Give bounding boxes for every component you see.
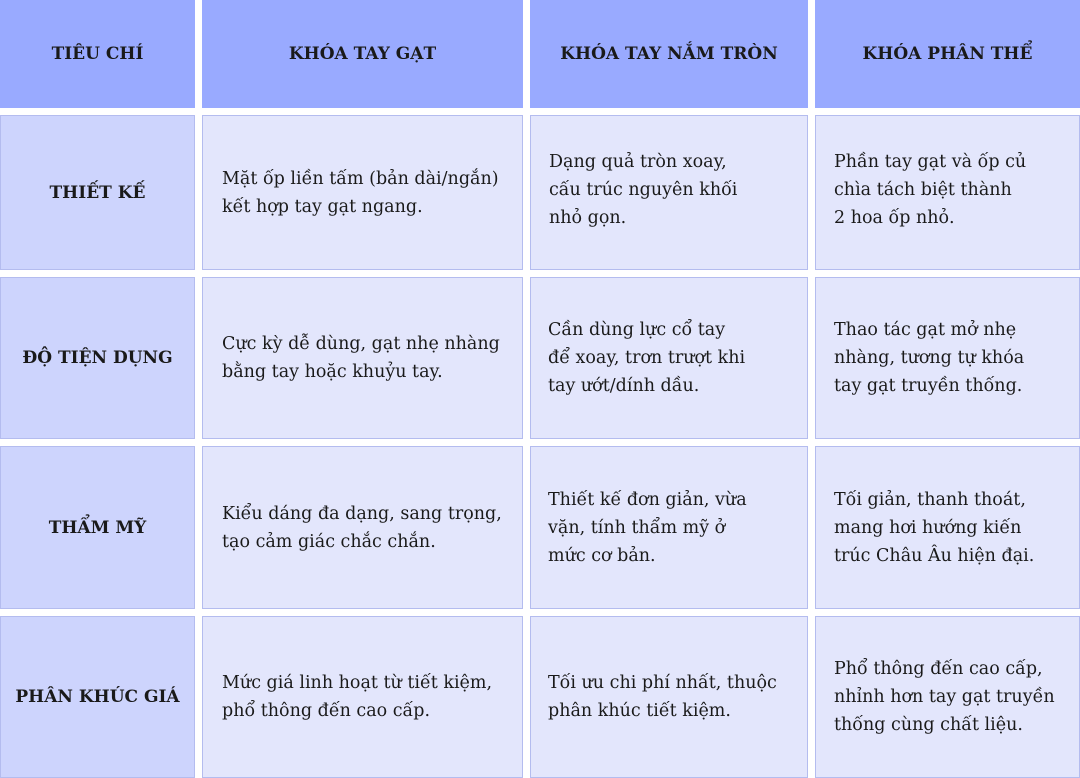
cell-knob-aesthetics <box>530 446 808 609</box>
cell-text: Thao tác gạt mở nhẹ nhàng, tương tự khóa tay gạt truyền thống. <box>834 320 1025 396</box>
row-criterion-aesthetics <box>0 446 195 609</box>
criterion-label: THẨM MỸ <box>48 517 147 538</box>
cell-text: Phần tay gạt và ốp củ chìa tách biệt thành 2 hoa ốp nhỏ. <box>834 152 1027 228</box>
header-lever-lock-text: KHÓA TAY GẠT <box>288 44 437 64</box>
cell-knob-design <box>530 115 808 270</box>
criterion-label: ĐỘ TIỆN DỤNG <box>22 348 173 368</box>
cell-text: Tối giản, thanh thoát, mang hơi hướng kiến trúc Châu Âu hiện đại. <box>834 489 1035 566</box>
header-split-lock-text: KHÓA PHÂN THỂ <box>862 44 1033 64</box>
header-split-lock <box>815 0 1080 108</box>
criterion-label: PHÂN KHÚC GIÁ <box>15 687 180 707</box>
cell-text: Thiết kế đơn giản, vừa vặn, tính thẩm mỹ ở mức cơ bản. <box>548 489 747 566</box>
row-criterion-design <box>0 115 195 270</box>
header-knob-lock <box>530 0 808 108</box>
cell-split-design <box>815 115 1080 270</box>
header-criterion-text: TIÊU CHÍ <box>51 44 144 64</box>
criterion-label: THIẾT KẾ <box>49 182 146 203</box>
cell-split-aesthetics <box>815 446 1080 609</box>
row-criterion-price <box>0 616 195 778</box>
cell-text: Cần dùng lực cổ tay để xoay, trơn trượt khi tay ướt/dính dầu. <box>548 320 746 396</box>
header-lever-lock <box>202 0 523 108</box>
cell-lever-aesthetics <box>202 446 523 609</box>
header-knob-lock-text: KHÓA TAY NẮM TRÒN <box>560 44 778 64</box>
header-criterion <box>0 0 195 108</box>
cell-text: Phổ thông đến cao cấp, nhỉnh hơn tay gạt truyền thống cùng chất liệu. <box>834 659 1055 735</box>
cell-text: Mức giá linh hoạt từ tiết kiệm, phổ thông đến cao cấp. <box>222 673 493 721</box>
cell-text: Cực kỳ dễ dùng, gạt nhẹ nhàng bằng tay hoặc khuỷu tay. <box>222 334 500 382</box>
cell-split-usability <box>815 277 1080 439</box>
cell-text: Kiểu dáng đa dạng, sang trọng, tạo cảm giác chắc chắn. <box>222 503 502 552</box>
cell-knob-usability <box>530 277 808 439</box>
cell-text: Dạng quả tròn xoay, cấu trúc nguyên khối nhỏ gọn. <box>549 152 738 228</box>
cell-text: Tối ưu chi phí nhất, thuộc phân khúc tiết kiệm. <box>548 673 777 721</box>
cell-lever-design <box>202 115 523 270</box>
cell-split-price <box>815 616 1080 778</box>
row-criterion-usability <box>0 277 195 439</box>
cell-text: Mặt ốp liền tấm (bản dài/ngắn) kết hợp tay gạt ngang. <box>222 168 499 217</box>
cell-lever-usability <box>202 277 523 439</box>
cell-lever-price <box>202 616 523 778</box>
cell-knob-price <box>530 616 808 778</box>
